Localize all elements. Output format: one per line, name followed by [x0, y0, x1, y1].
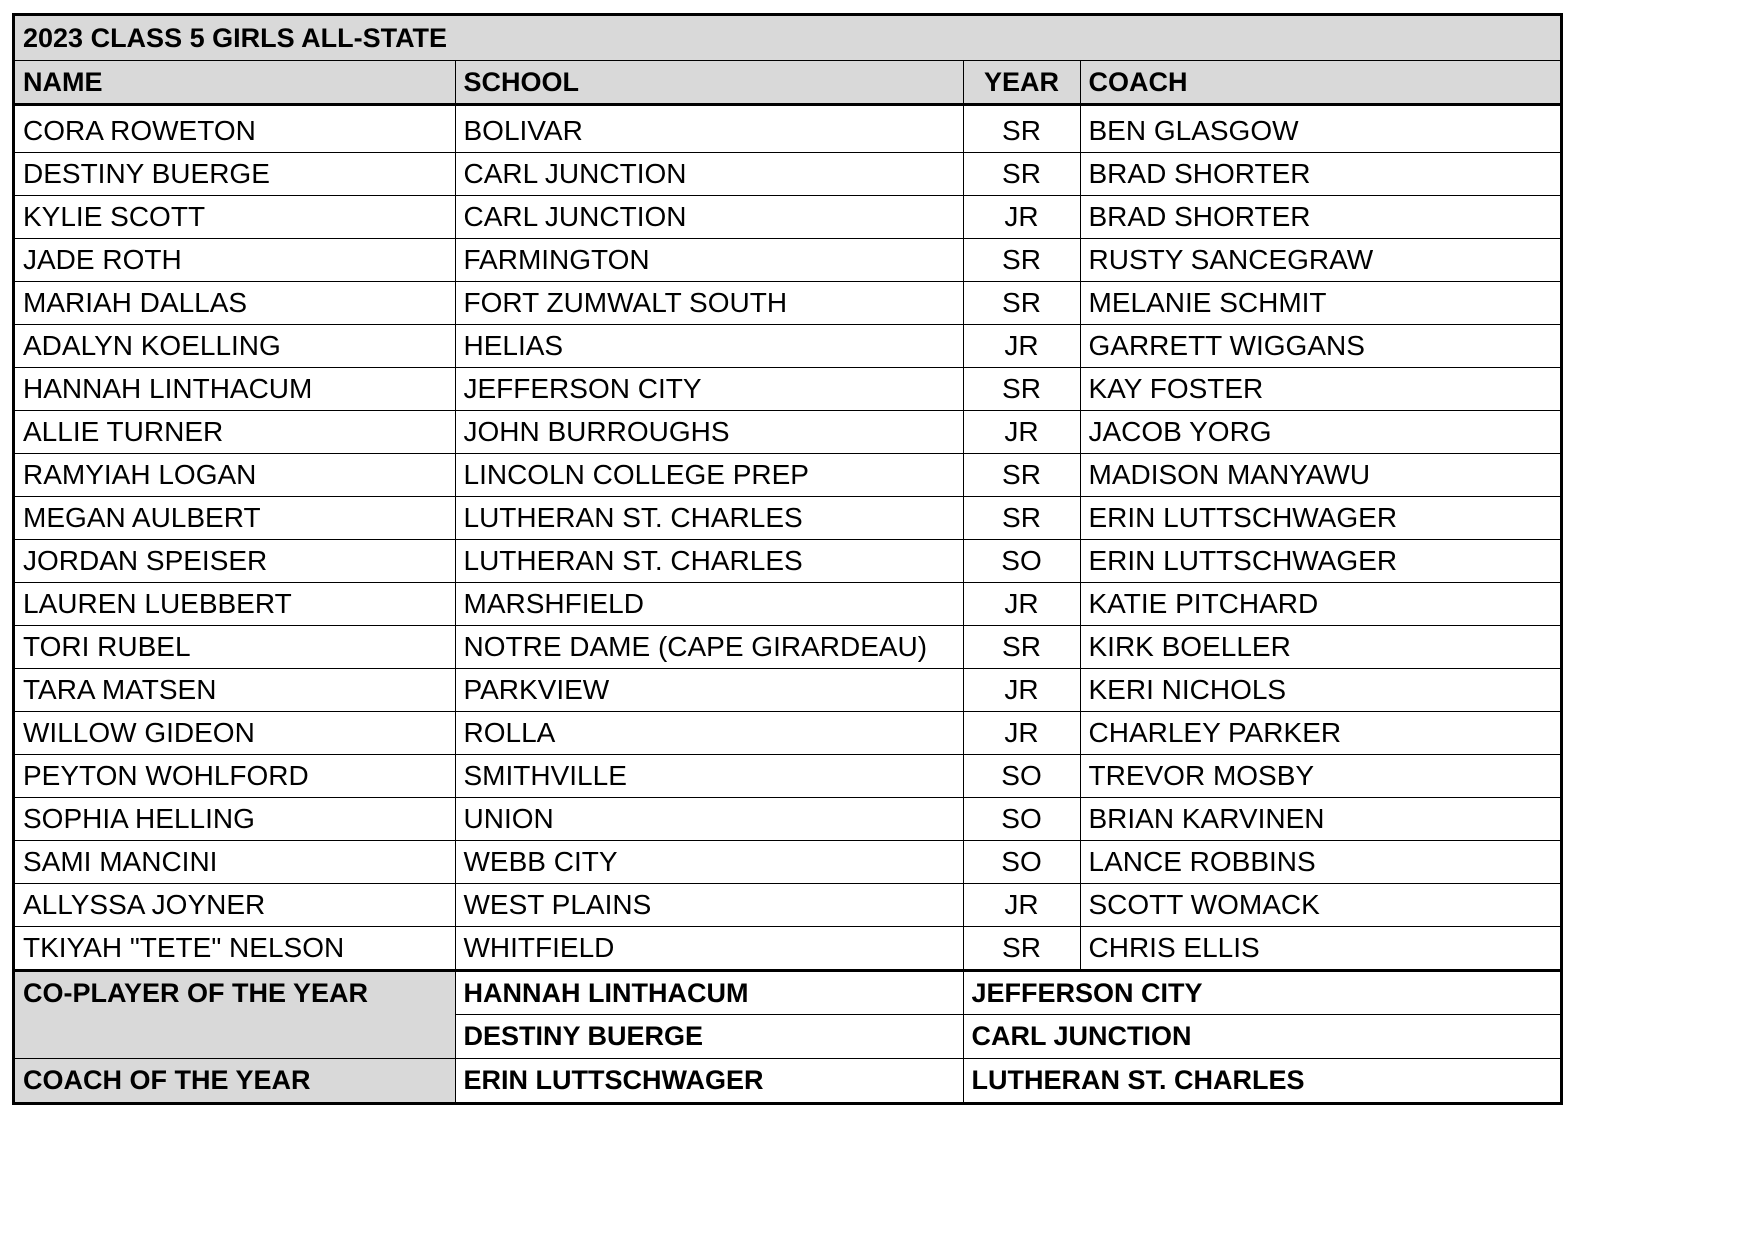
- player-school: HELIAS: [455, 324, 963, 367]
- header-year: YEAR: [963, 60, 1080, 104]
- player-school: ROLLA: [455, 711, 963, 754]
- player-coach: KIRK BOELLER: [1080, 625, 1560, 668]
- player-coach: GARRETT WIGGANS: [1080, 324, 1560, 367]
- player-year: JR: [963, 582, 1080, 625]
- player-year: SR: [963, 926, 1080, 970]
- award-row-player-of-year: [15, 970, 1560, 1014]
- player-coach: TREVOR MOSBY: [1080, 754, 1560, 797]
- player-name: KYLIE SCOTT: [15, 195, 455, 238]
- player-school: WEBB CITY: [455, 840, 963, 883]
- all-state-table: [15, 16, 1560, 1102]
- award-label-player-of-year: CO-PLAYER OF THE YEAR: [15, 970, 455, 1058]
- award-coach-school: LUTHERAN ST. CHARLES: [963, 1058, 1560, 1102]
- player-school: CARL JUNCTION: [455, 152, 963, 195]
- player-school: UNION: [455, 797, 963, 840]
- player-school: LINCOLN COLLEGE PREP: [455, 453, 963, 496]
- player-coach: CHARLEY PARKER: [1080, 711, 1560, 754]
- header-school: SCHOOL: [455, 60, 963, 104]
- player-row: [15, 754, 1560, 797]
- player-year: SR: [963, 367, 1080, 410]
- player-school: LUTHERAN ST. CHARLES: [455, 539, 963, 582]
- player-row: [15, 496, 1560, 539]
- player-coach: BRAD SHORTER: [1080, 152, 1560, 195]
- player-row: [15, 625, 1560, 668]
- player-coach: ERIN LUTTSCHWAGER: [1080, 539, 1560, 582]
- player-name: ALLIE TURNER: [15, 410, 455, 453]
- player-school: JOHN BURROUGHS: [455, 410, 963, 453]
- player-row: [15, 453, 1560, 496]
- player-year: SR: [963, 152, 1080, 195]
- player-school: NOTRE DAME (CAPE GIRARDEAU): [455, 625, 963, 668]
- award-coach-name: ERIN LUTTSCHWAGER: [455, 1058, 963, 1102]
- player-coach: CHRIS ELLIS: [1080, 926, 1560, 970]
- player-name: ADALYN KOELLING: [15, 324, 455, 367]
- player-row: [15, 324, 1560, 367]
- player-year: JR: [963, 883, 1080, 926]
- award-winner-school: JEFFERSON CITY: [963, 970, 1560, 1014]
- player-year: SR: [963, 453, 1080, 496]
- player-row: [15, 797, 1560, 840]
- player-name: TARA MATSEN: [15, 668, 455, 711]
- player-name: DESTINY BUERGE: [15, 152, 455, 195]
- player-name: MEGAN AULBERT: [15, 496, 455, 539]
- player-year: SR: [963, 281, 1080, 324]
- player-year: SO: [963, 840, 1080, 883]
- player-row: [15, 883, 1560, 926]
- player-year: SO: [963, 754, 1080, 797]
- player-row: [15, 711, 1560, 754]
- player-year: JR: [963, 324, 1080, 367]
- player-coach: BRIAN KARVINEN: [1080, 797, 1560, 840]
- player-name: TKIYAH "TETE" NELSON: [15, 926, 455, 970]
- award-label-coach-of-year: COACH OF THE YEAR: [15, 1058, 455, 1102]
- header-row: [15, 60, 1560, 104]
- player-row: [15, 410, 1560, 453]
- all-state-sheet: [12, 13, 1563, 1105]
- award-winner-name: DESTINY BUERGE: [455, 1014, 963, 1058]
- player-coach: KATIE PITCHARD: [1080, 582, 1560, 625]
- player-school: WEST PLAINS: [455, 883, 963, 926]
- player-coach: JACOB YORG: [1080, 410, 1560, 453]
- player-row: [15, 152, 1560, 195]
- player-row: [15, 840, 1560, 883]
- player-row: [15, 926, 1560, 970]
- player-name: TORI RUBEL: [15, 625, 455, 668]
- player-row: [15, 104, 1560, 152]
- player-school: SMITHVILLE: [455, 754, 963, 797]
- player-year: JR: [963, 711, 1080, 754]
- player-name: LAUREN LUEBBERT: [15, 582, 455, 625]
- header-name: NAME: [15, 60, 455, 104]
- player-coach: ERIN LUTTSCHWAGER: [1080, 496, 1560, 539]
- player-row: [15, 281, 1560, 324]
- header-coach: COACH: [1080, 60, 1560, 104]
- player-row: [15, 238, 1560, 281]
- player-row: [15, 367, 1560, 410]
- player-coach: LANCE ROBBINS: [1080, 840, 1560, 883]
- player-coach: BRAD SHORTER: [1080, 195, 1560, 238]
- player-year: SR: [963, 104, 1080, 152]
- table-title: 2023 CLASS 5 GIRLS ALL-STATE: [15, 16, 1560, 60]
- player-school: PARKVIEW: [455, 668, 963, 711]
- player-year: SR: [963, 496, 1080, 539]
- award-winner-name: HANNAH LINTHACUM: [455, 970, 963, 1014]
- player-name: PEYTON WOHLFORD: [15, 754, 455, 797]
- player-name: SAMI MANCINI: [15, 840, 455, 883]
- player-coach: MADISON MANYAWU: [1080, 453, 1560, 496]
- player-name: CORA ROWETON: [15, 104, 455, 152]
- player-year: SR: [963, 625, 1080, 668]
- player-name: JORDAN SPEISER: [15, 539, 455, 582]
- player-coach: SCOTT WOMACK: [1080, 883, 1560, 926]
- award-row-coach-of-year: [15, 1058, 1560, 1102]
- player-row: [15, 195, 1560, 238]
- player-row: [15, 668, 1560, 711]
- player-coach: KERI NICHOLS: [1080, 668, 1560, 711]
- player-school: FARMINGTON: [455, 238, 963, 281]
- player-coach: RUSTY SANCEGRAW: [1080, 238, 1560, 281]
- player-year: JR: [963, 668, 1080, 711]
- player-year: SO: [963, 797, 1080, 840]
- player-name: SOPHIA HELLING: [15, 797, 455, 840]
- player-name: WILLOW GIDEON: [15, 711, 455, 754]
- player-school: WHITFIELD: [455, 926, 963, 970]
- player-coach: MELANIE SCHMIT: [1080, 281, 1560, 324]
- player-school: MARSHFIELD: [455, 582, 963, 625]
- player-name: ALLYSSA JOYNER: [15, 883, 455, 926]
- player-name: JADE ROTH: [15, 238, 455, 281]
- player-year: JR: [963, 195, 1080, 238]
- player-year: SR: [963, 238, 1080, 281]
- player-coach: KAY FOSTER: [1080, 367, 1560, 410]
- player-school: FORT ZUMWALT SOUTH: [455, 281, 963, 324]
- player-row: [15, 539, 1560, 582]
- player-school: BOLIVAR: [455, 104, 963, 152]
- player-year: SO: [963, 539, 1080, 582]
- award-winner-school: CARL JUNCTION: [963, 1014, 1560, 1058]
- player-name: RAMYIAH LOGAN: [15, 453, 455, 496]
- title-row: [15, 16, 1560, 60]
- player-name: HANNAH LINTHACUM: [15, 367, 455, 410]
- player-school: LUTHERAN ST. CHARLES: [455, 496, 963, 539]
- player-coach: BEN GLASGOW: [1080, 104, 1560, 152]
- player-name: MARIAH DALLAS: [15, 281, 455, 324]
- player-year: JR: [963, 410, 1080, 453]
- player-row: [15, 582, 1560, 625]
- player-school: CARL JUNCTION: [455, 195, 963, 238]
- player-school: JEFFERSON CITY: [455, 367, 963, 410]
